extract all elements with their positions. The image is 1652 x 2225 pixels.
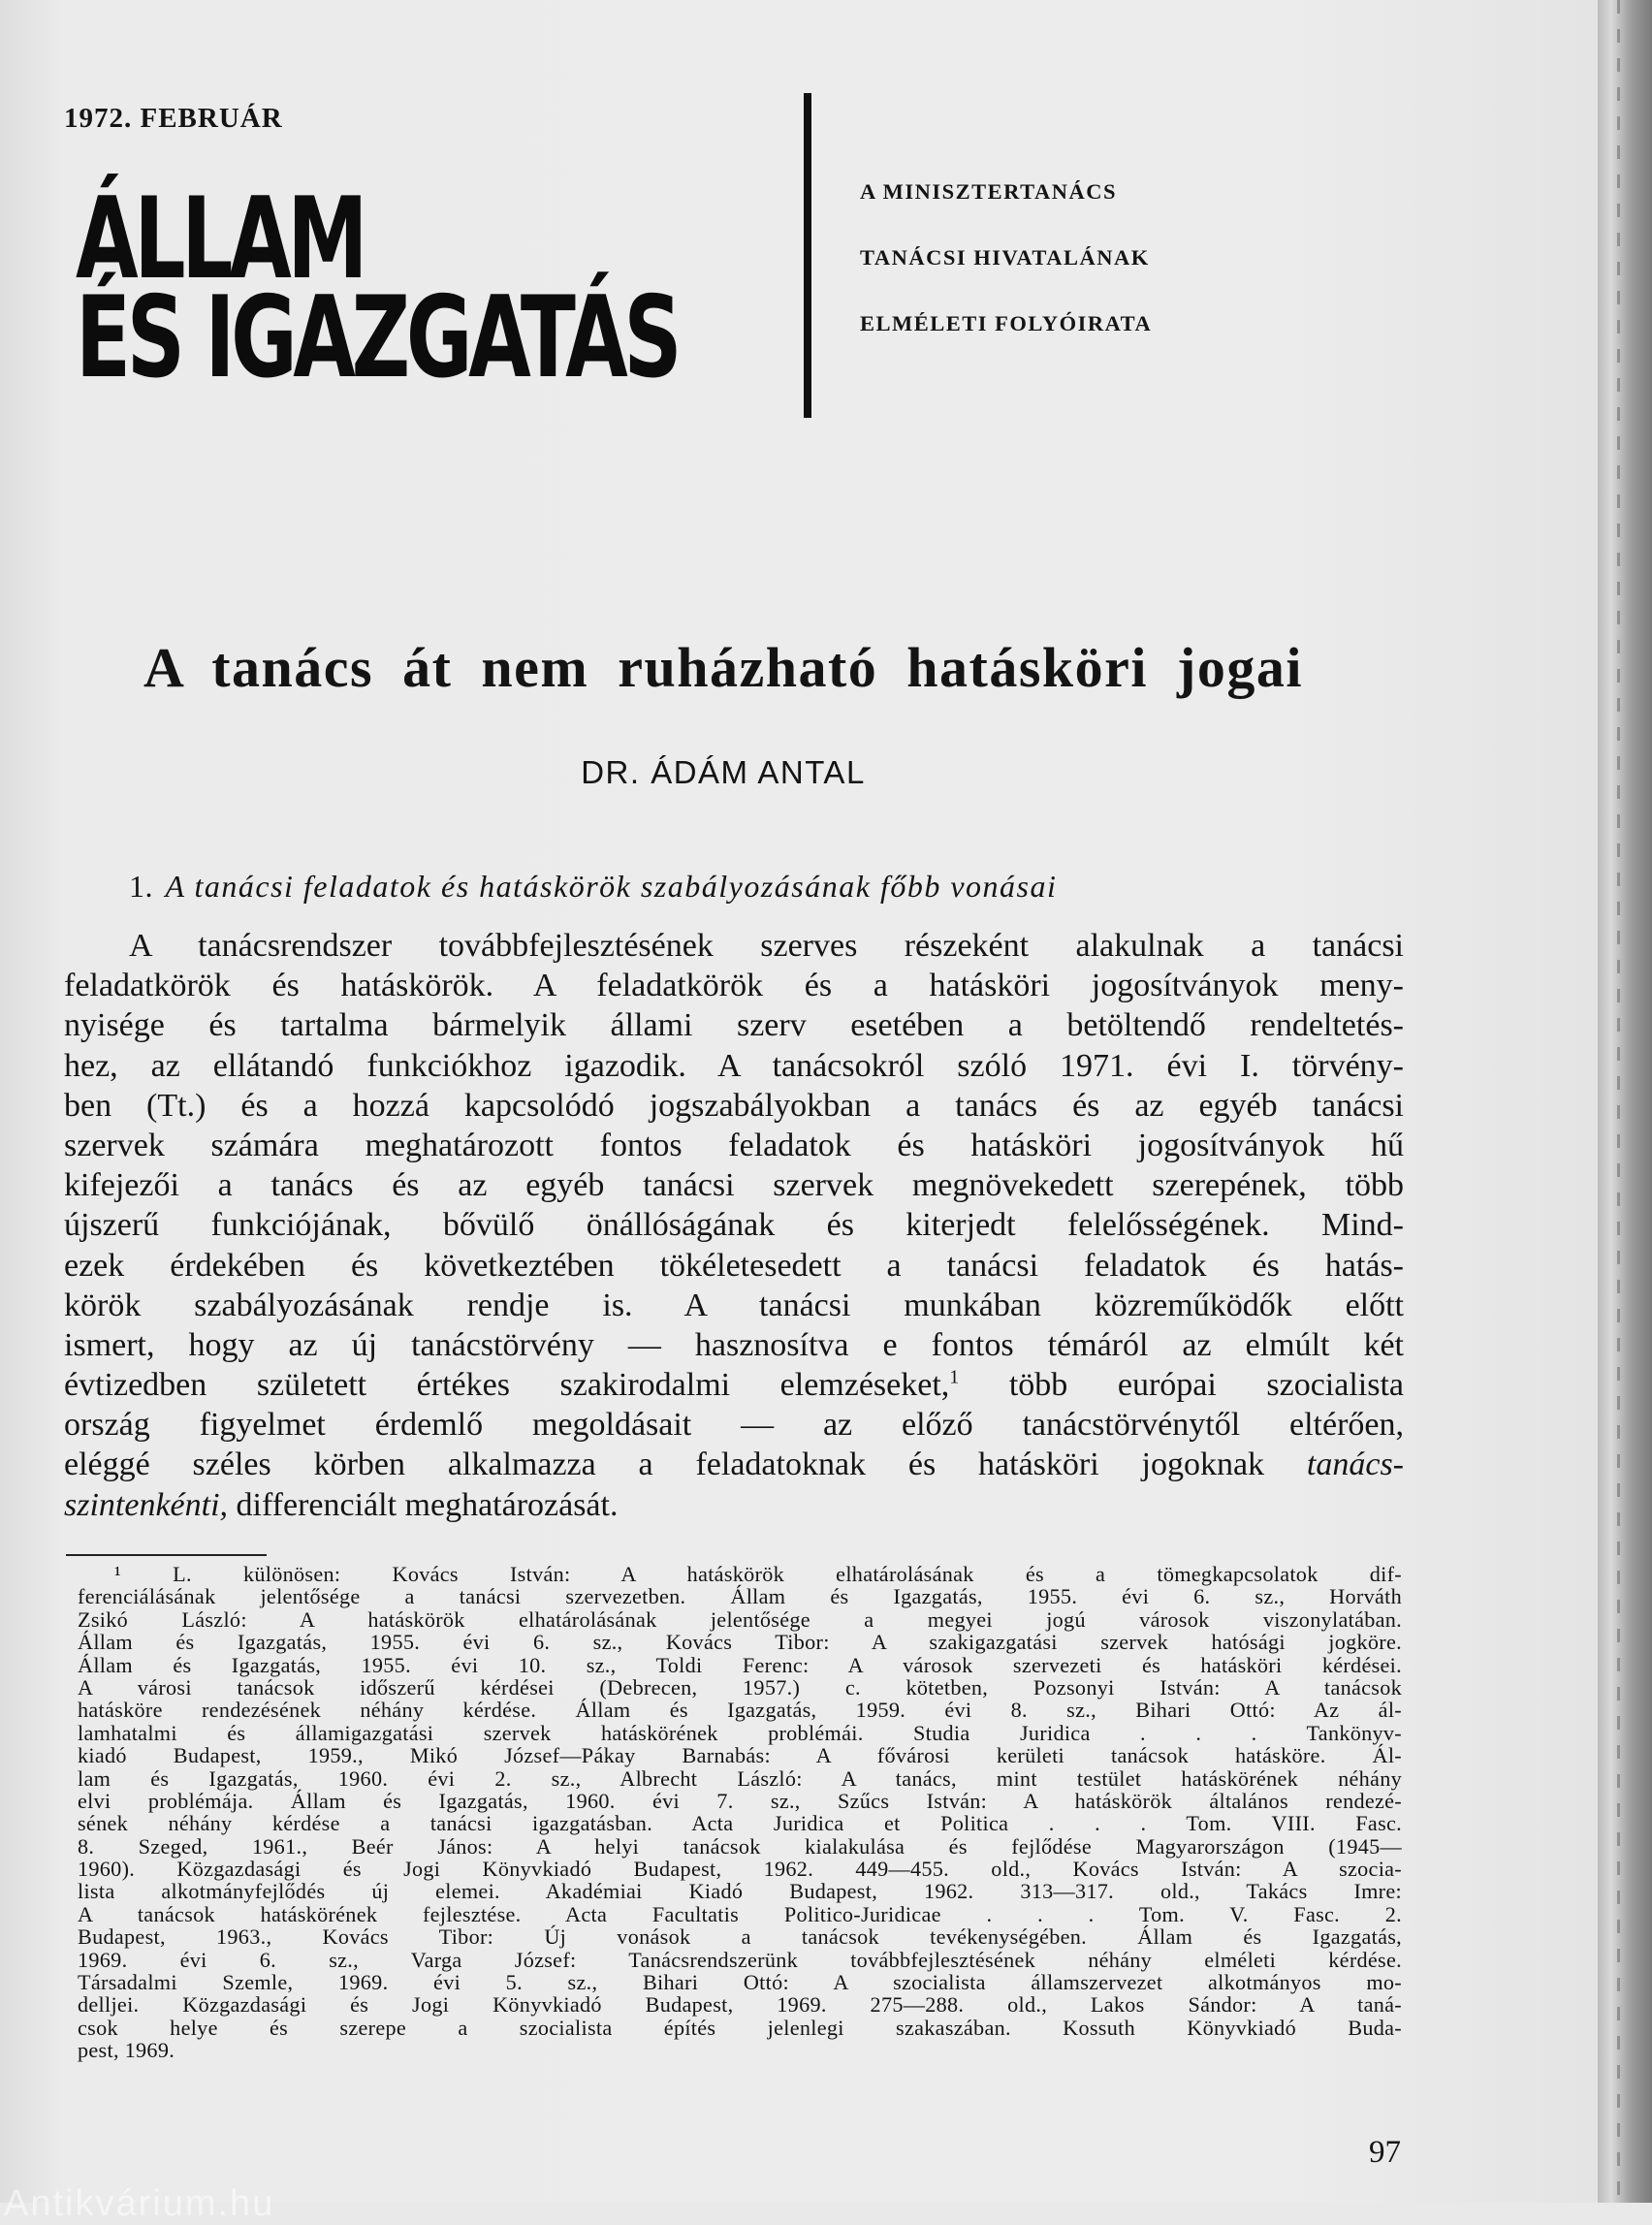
body-line [64, 1485, 1404, 1525]
footnote-line: A tanácsok hatáskörének fejlesztése. Acta Facultatis Politico-Juridicae . . . Tom. V. Fasc. 2. [78, 1901, 1402, 1926]
journal-title [76, 174, 679, 403]
subtitle-line: A MINISZTERTANÁCS [860, 179, 1117, 204]
section-number: 1. [129, 869, 153, 904]
body-text-span: eléggé széles körben alkalmazza a feladatoknak és hatásköri jogoknak [64, 1446, 1265, 1483]
body-line: nyisége és tartalma bármelyik állami szerv esetében a betöltendő rendeltetés- [64, 1007, 1404, 1044]
article-title: A tanács át nem ruházható hatásköri jogai [143, 636, 1303, 699]
section-heading [129, 869, 1057, 905]
footnote-line: hatásköre rendezésének néhány kérdése. Állam és Igazgatás, 1959. évi 8. sz., Bihari Ottó: Az ál- [78, 1698, 1402, 1723]
author: DR. ÁDÁM ANTAL [581, 754, 866, 790]
issue-date: 1972. FEBRUÁR [64, 103, 283, 134]
journal-title-line-1: ÁLLAM [76, 174, 365, 304]
body-text-italic: szintenkénti, [64, 1486, 229, 1523]
footnote-line: 1960). Közgazdasági és Jogi Könyvkiadó Budapest, 1962. 449—455. old., Kovács István: A szocia- [78, 1857, 1402, 1882]
body-line: újszerű funkciójának, bővülő önállóságának és kiterjedt felelősségének. Mind- [64, 1207, 1404, 1244]
subtitle-line: TANÁCSI HIVATALÁNAK [860, 245, 1150, 270]
body-line [64, 1365, 1404, 1405]
footnote-line: Állam és Igazgatás, 1955. évi 6. sz., Kovács Tibor: A szakigazgatási szervek hatósági jogköre. [78, 1630, 1402, 1655]
body-line: feladatkörök és hatáskörök. A feladatkörök és a hatásköri jogosítványok meny- [64, 968, 1404, 1004]
footnote-line: pest, 1969. [78, 2038, 175, 2063]
footnote-line: 1969. évi 6. sz., Varga József: Tanácsrendszerünk továbbfejlesztésének néhány elméleti kérdése. [78, 1947, 1402, 1972]
body-line: kifejezői a tanács és az egyéb tanácsi szervek megnövekedett szerepének, több [64, 1167, 1404, 1204]
body-line: szervek számára meghatározott fontos feladatok és hatásköri jogosítványok hű [64, 1127, 1404, 1163]
footnote-line: ferenciálásának jelentősége a tanácsi szervezetben. Állam és Igazgatás, 1955. évi 6. sz., Horváth [78, 1584, 1402, 1609]
footnote-line: 8. Szeged, 1961., Beér János: A helyi tanácsok kialakulása és fejlődése Magyarországon (1945— [78, 1833, 1402, 1859]
body-line: A tanácsrendszer továbbfejlesztésének szerves részeként alakulnak a tanácsi [129, 928, 1404, 964]
footnote-rule [66, 1554, 267, 1556]
body-text [64, 926, 1404, 1525]
footnote-line: Zsikó László: A hatáskörök elhatárolásának jelentősége a megyei jogú városok viszonylatában. [78, 1606, 1402, 1632]
footnote-line: csok helye és szerepe a szocialista építés jelenlegi szakaszában. Kossuth Könyvkiadó Buda- [78, 2015, 1402, 2040]
footnote-line: Állam és Igazgatás, 1955. évi 10. sz., Toldi Ferenc: A városok szervezeti és hatásköri kérdései. [78, 1652, 1402, 1677]
footnote-line: kiadó Budapest, 1959., Mikó József—Pákay Barnabás: A fővárosi kerületi tanácsok hatásköre. Ál- [78, 1743, 1402, 1768]
footnote [78, 1563, 1402, 2062]
footnote-line: A városi tanácsok időszerű kérdései (Debrecen, 1957.) c. kötetben, Pozsonyi István: A tanácsok [78, 1674, 1402, 1700]
book-spine [1598, 0, 1652, 2203]
body-text-span: évtizedben született értékes szakirodalmi elemzéseket, [64, 1367, 950, 1404]
watermark: Antikvárium.hu [4, 2183, 275, 2224]
footnote-line: ¹ L. különösen: Kovács István: A hatáskörök elhatárolásának és a tömegkapcsolatok dif- [114, 1562, 1402, 1586]
body-line: hez, az ellátandó funkciókhoz igazodik. A tanácsokról szóló 1971. évi I. törvény- [64, 1047, 1404, 1084]
section-title: A tanácsi feladatok és hatáskörök szabályozásának főbb vonásai [165, 869, 1058, 904]
footnote-line: lista alkotmányfejlődés új elemei. Akadémiai Kiadó Budapest, 1962. 313—317. old., Takács Imre: [78, 1879, 1402, 1904]
footnote-line: lam és Igazgatás, 1960. évi 2. sz., Albrecht László: A tanács, mint testület hatáskörének néhány [78, 1765, 1402, 1791]
body-line: ismert, hogy az új tanácstörvény — hasznosítva e fontos témáról az elmúlt két [64, 1326, 1404, 1363]
footnote-line: elvi problémája. Állam és Igazgatás, 1960. évi 7. sz., Szűcs István: A hatáskörök általános rendezé- [78, 1788, 1402, 1813]
footnote-reference: 1 [949, 1366, 960, 1388]
footnote-line: Budapest, 1963., Kovács Tibor: Új vonások a tanácsok tevékenységében. Állam és Igazgatás, [78, 1924, 1402, 1950]
body-text-span: több európai szocialista [959, 1367, 1404, 1404]
masthead-divider [804, 93, 811, 418]
journal-subtitle [860, 181, 1152, 379]
footnote-line: sének néhány kérdése a tanácsi igazgatásban. Acta Juridica et Politica . . . Tom. VIII. Fasc. [78, 1811, 1402, 1836]
body-line: ben (Tt.) és a hozzá kapcsolódó jogszabályokban a tanács és az egyéb tanácsi [64, 1087, 1404, 1124]
subtitle-line: ELMÉLETI FOLYÓIRATA [860, 311, 1153, 335]
footnote-line: delljei. Közgazdasági és Jogi Könyvkiadó Budapest, 1969. 275—288. old., Lakos Sándor: A taná- [78, 1992, 1402, 2018]
body-line [64, 1445, 1404, 1484]
footnote-line: Társadalmi Szemle, 1969. évi 5. sz., Bihari Ottó: A szocialista államszervezet alkotmányos mo- [78, 1970, 1402, 1995]
body-line: ország figyelmet érdemlő megoldásait — az előző tanácstörvénytől eltérően, [64, 1407, 1404, 1444]
body-text-italic: tanács- [1264, 1446, 1404, 1483]
journal-title-line-2: ÉS IGAZGATÁS [76, 272, 679, 403]
footnote-line: lamhatalmi és államigazgatási szervek hatáskörének problémái. Studia Juridica . . . Tankönyv- [78, 1720, 1402, 1745]
body-line: ezek érdekében és következtében tökéletesedett a tanácsi feladatok és hatás- [64, 1247, 1404, 1284]
body-text-span: differenciált meghatározását. [236, 1486, 619, 1523]
page-number: 97 [1369, 2135, 1401, 2170]
body-line: körök szabályozásának rendje is. A tanácsi munkában közreműködők előtt [64, 1287, 1404, 1323]
